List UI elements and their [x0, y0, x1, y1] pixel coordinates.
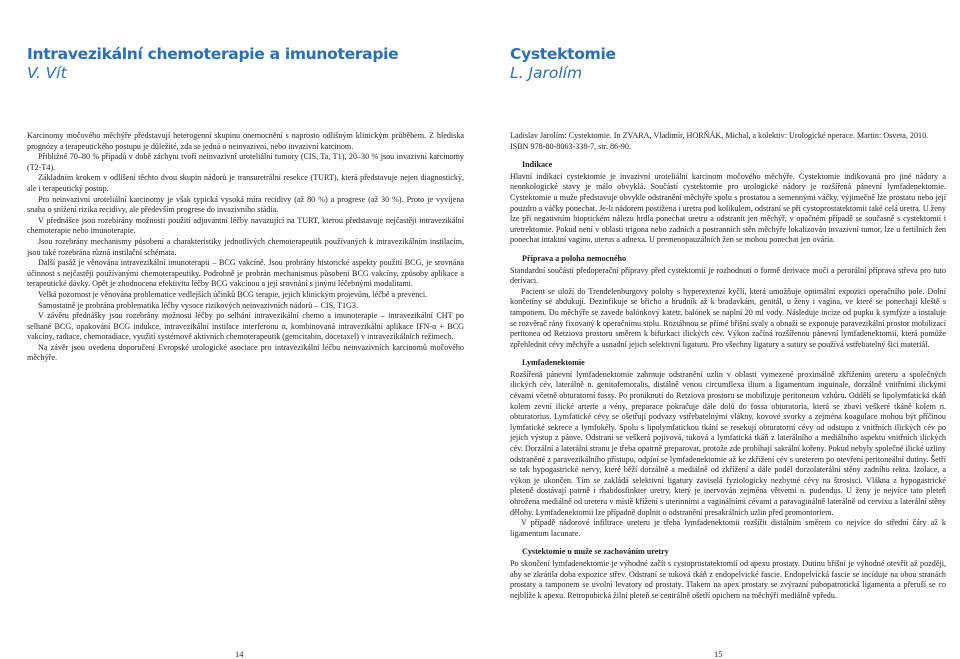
left-paragraph: Velká pozornost je věnována problematice vedlejších účinků BCG terapie, jejich klinickým projevům, léčbě a prevenci. [38, 289, 428, 299]
left-page-number: 14 [235, 649, 244, 659]
right-page-body [510, 131, 946, 601]
left-page-body [27, 131, 464, 364]
left-paragraph: Karcinomy močového měchýře představují heterogenní skupinu onemocnění s naprosto odlišným klinickým průběhem. Z hlediska prognózy a terapeutického postupu je důležité, zda se jedná o neinvazivní, nebo invazivní karcinom. [27, 131, 464, 151]
left-paragraph: Další pasáž je věnována intravezikální imunoterapii – BCG vakcíně. Jsou probrány historické aspekty použití BCG, je srovnána účinnost s nejčastěji používanými chemoterapeutiky. Podrobně je probrán mechanismus působení BCG vakcíny, způsoby aplikace a terapeutické dávky. Opět je zhodnocena efektivita léčby BCG vakcínou a její srovnání s jinými léčebnými modalitami. [27, 258, 464, 289]
section-paragraph: V případě nádorové infiltrace ureteru je třeba lymfadenektomii rozšířit distálním směrem co nejvíce do střední čáry až k ligamentum lacunare. [510, 518, 946, 538]
left-paragraph: Samostatně je probrána problematika léčby vysoce rizikových neinvazivních nádorů – CIS, T1G3. [38, 300, 359, 310]
left-paragraph: Základním krokem v odlišení těchto dvou skupin nádorů je transuretrální resekce (TURT), která představuje nejen diagnostický, ale i terapeutický postup. [27, 173, 464, 193]
section-paragraph: Hlavní indikací cystektomie je invazivní uroteliální karcinom močového měchýře. Cystektomie indikovaná pro jiné nádory a neonkologické stavy je málo obvyklá. Součástí cystektomie pro urologické nádory je rozšířená pánevní lymfadenektomie. Cystektomie u muže představuje obvykle odstranění měchýře spolu s prostatou a semennými váčky, výjimečně lze prostatu nebo její pouzdro a váčky ponechat. Je-li nádorem postižena i uretra pod kolikulem, odstraní se při cystoprostatektomii také celá uretra. U ženy lze při negativním bioptickém nálezu hrdla ponechat uretru a odstranit jen měchýř, v opačném případě se současně s cystektomií i uretrektomie. Pokud není v oblasti trigona nebo zadních a postranních stěn měchýře lokalizován invazivní tumor, lze u fertilních žen ponechat intaktní vaginu, uterus a adnexa. U premenopauzálních žen se mohou ponechat jen ovária. [510, 171, 946, 245]
right-page [480, 0, 960, 659]
section-paragraph: Po skončení lymfadenektomie je výhodné začít s cystoprostatektomií od apexu prostaty. Dutinu břišní je výhodné otevřít až později, aby se zkrátila doba expozice střev. Odstraní se tuková tkáň z endopelvické fascie. Endopelvická fascie se incíduje na obou stranách prostaty a tamponem se uvolní levatory od prostaty. Tlakem na apex prostaty se zvýrazní pubopatrotická ligamenta a přeruší se co nejblíže k apexu. Retropubická žilní pleteň se centrálně ošetří opichem na měchýři mediálně vpředu. [510, 558, 946, 600]
section-heading: Cystektomie u muže se zachováním uretry [522, 547, 669, 557]
left-paragraph: V přednášce jsou rozebírány možnosti použití adjuvantní léčby navazující na TURT, kterou představuje nejčastěji intravezikální chemoterapie nebo imunoterapie. [27, 215, 464, 236]
left-paragraph: Na závěr jsou uvedena doporučení Evropské urologické asociace pro intravezikální léčbu neinvazivních karcinomů močového měchýře. [27, 342, 464, 363]
section-heading: Lymfadenektomie [522, 358, 585, 368]
right-page-title: Cystektomie [510, 45, 616, 63]
left-page-author: V. Vít [27, 64, 67, 82]
left-paragraph: Přibližně 70–80 % případů v době záchytu tvoří neinvazivní uroteliální tumory (CIS, Ta, T1), 20–30 % jsou invazivní karcinomy (T2-T4). [27, 152, 464, 172]
left-paragraph: Pro neinvazivní uroteliální karcinomy je však typická vysoká míra recidivy (až 80 %) a progrese (až 30 %). Proto je vyvíjena snaha o snížení rizika recidivy, ale především progrese do invazivního stádia. [27, 194, 464, 215]
right-page-author: L. Jarolím [510, 64, 583, 82]
section-paragraph: Pacient se uloží do Trendelenburgovy polohy s hyperextenzí kyčlí, která umožňuje optimální expozici operačního pole. Dolní končetiny se abdukují. Dezinfikuje se břicho a hrudník až k bradavkám, genitál, u ženy i vagina, ve které se ponechají kleště s tamponem. Do měchýře se zavede balónkový katetr, balónek se naplní 20 ml vody. Následuje incize od pupku k symfýze a instaluje se rozvěrač rány fixovaný k operačnímu stolu. Roztáhnou se přímé břišní svaly a obnaží se exponuje paravezikální prostor mobilizací peritonea od Retziova prostoru směrem k bifurkaci ilických cév. Výkon začíná rozšířenou pánevní lymfadenektomií, která pomůže zpřehlednit cévy měchýře a usnadní jejich selektivní ligaturu. Pro všechny ligatury a sutury se používá vstřebatelný šicí materiál. [510, 286, 946, 349]
section-paragraph: Rozšířená pánevní lymfadenektomie zahrnuje odstranění uzlin v oblasti vymezené proximálně zkřížením ureteru a společných ilických cév, laterálně n. genitofemoralis, distálně venou circumflexa ilium a ligamentum inguinale, dorzálně vnitřními ilickými cévami včetně obturatorní fossy. Po proniknutí do Retziova prostoru se mobilizuje peritoneum vzhůru. Oddělí se lipolymfatická tkáň kolem zevní ilické arterie a vény, preparace pokračuje dále dolů do fossa obturatoria, která se zbaví veškeré tkáně kolem n. obturatorius. Lymfatické cévy se ošetřují podvazy vstřebatelnými vlákny, kovové svorky a zejména koagulace mohou být příčinou lymfatické sekrece a lymfokély. Spolu s lipolymfatickou tkání se resekují obturatorní cévy od odstupu z vnitřních ilických cév po jejich výstup z pánve. Odstraní se veškerá pojivová, tuková a lymfatická tkáň z laterálního a mediálního aspektu vnitřních ilických cév. Dorzální a laterální stranu je třeba opatrně preparovat, protože zde probíhají sakrální kořeny. Pokud nebyly společné ilické uzliny odstraněné z paravezikálního přístupu, odpíní se lymfadenektomie až ke zkřížení cév s ureterem po otevření peritoneální dutiny. Šetří se tak hypogastrické nervy, které běží dorzálně a mediálně od zkřížení a dále podél dorzolaterální stěny zadního rekta. Izolace, a výkon je ukončen. Tím se zakládá selektivní ligatury zaviselá fyziologicky nezbytné cévy na štrosisci. Vlákna z hypogastrické pleteně dostávají patrně i rhabdosfinkter uretry, který je inervován zejména větvemi n. pudendus. U ženy je nejvíce tato pleteň ohrožena mediálně od ureteru v místě křížení s uterinními a vaginálními cévami a paravaginálně laterálně od cervixu a laterální stěny dělohy. Lymfadenektomii lze případně doplnit o odstranění presakrálních uzlin před promontoriem. [510, 369, 946, 517]
left-page-title: Intravezikální chemoterapie a imunoterapie [27, 45, 399, 63]
left-paragraph: V závěru přednášky jsou rozebrány možnosti léčby po selhání intravezikální chemo a imunoterapie – intravezikální CHT po selhané BCG, opakování BCG indukce, intravezikální instilace interferonu α, kombinovaná intravezikální aplikace IFN-α + BCG vakcíny, radiace, chemoradiace, využití systémově aktivních chemoterapeutik (gemcitabin, docetaxel) v intravezikálních režimech. [27, 311, 464, 342]
section-heading: Indikace [522, 160, 553, 170]
left-paragraph: Jsou rozebrány mechanismy působení a charakteristiky jednotlivých chemoterapeutik používaných k intravezikálním instilacím, jsou také rozebrána různá instilační schémata. [27, 236, 464, 257]
reference: Ladislav Jarolím: Cystektomie. In ZVARA, Vladimír, HORŇÁK, Michal, a kolektiv: Urologické operace. Martin: Osveta, 2010. ISBN 978-80-8063-338-7, str. 86-90. [510, 131, 929, 151]
section-paragraph: Standardní součástí předoperační přípravy před cystektomií je rozhodnutí o formě derivace moči a perorální příprava střeva pro tuto derivaci. [510, 265, 946, 286]
section-heading: Příprava a poloha nemocného [522, 253, 627, 263]
right-page-number: 15 [714, 649, 723, 659]
